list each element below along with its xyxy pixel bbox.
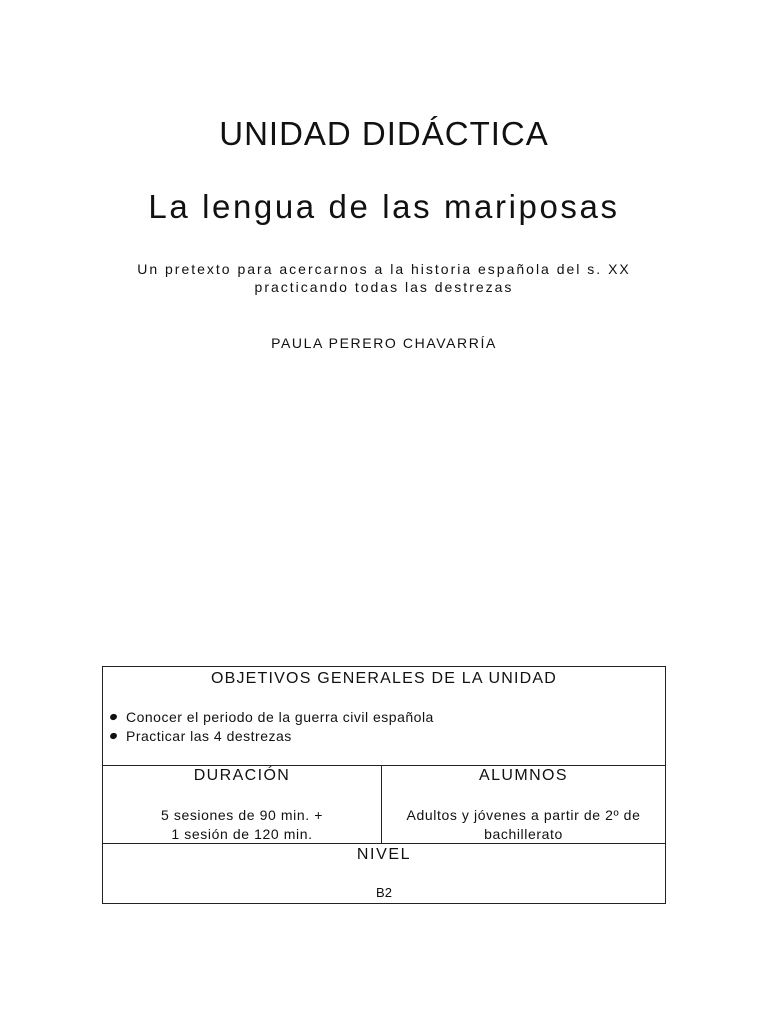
alumnos-line-2: bachillerato [484, 826, 563, 842]
info-table [102, 666, 666, 904]
duration-students-row [103, 765, 665, 844]
duracion-line-2: 1 sesión de 120 min. [171, 826, 313, 842]
tagline-line-1: Un pretexto para acercarnos a la historia española del s. XX [137, 261, 631, 277]
list-item [105, 708, 434, 727]
page-title: UNIDAD DIDÁCTICA [219, 115, 549, 152]
alumnos-cell [382, 765, 665, 843]
duracion-line-1: 5 sesiones de 90 min. + [160, 807, 324, 823]
objective-text: Practicar las 4 destrezas [126, 728, 292, 744]
duracion-value [103, 806, 381, 844]
bullet-icon [109, 713, 118, 721]
duracion-cell [103, 765, 382, 843]
tagline-line-2: practicando todas las destrezas [254, 279, 514, 295]
nivel-value: B2 [376, 885, 392, 900]
list-item [105, 727, 434, 746]
objectives-section [103, 667, 665, 766]
objectives-heading: OBJETIVOS GENERALES DE LA UNIDAD [210, 670, 558, 687]
bullet-icon [109, 732, 118, 740]
objectives-list [105, 708, 434, 746]
tagline [0, 260, 768, 296]
alumnos-heading: ALUMNOS [479, 767, 568, 784]
nivel-section [103, 843, 665, 903]
page-subtitle: La lengua de las mariposas [148, 188, 620, 225]
objective-text: Conocer el periodo de la guerra civil española [126, 709, 434, 725]
alumnos-line-1: Adultos y jóvenes a partir de 2º de [406, 807, 641, 823]
alumnos-value [382, 806, 665, 844]
author-name: PAULA PERERO CHAVARRÍA [271, 335, 497, 351]
duracion-heading: DURACIÓN [193, 767, 291, 784]
nivel-heading: NIVEL [356, 846, 412, 863]
